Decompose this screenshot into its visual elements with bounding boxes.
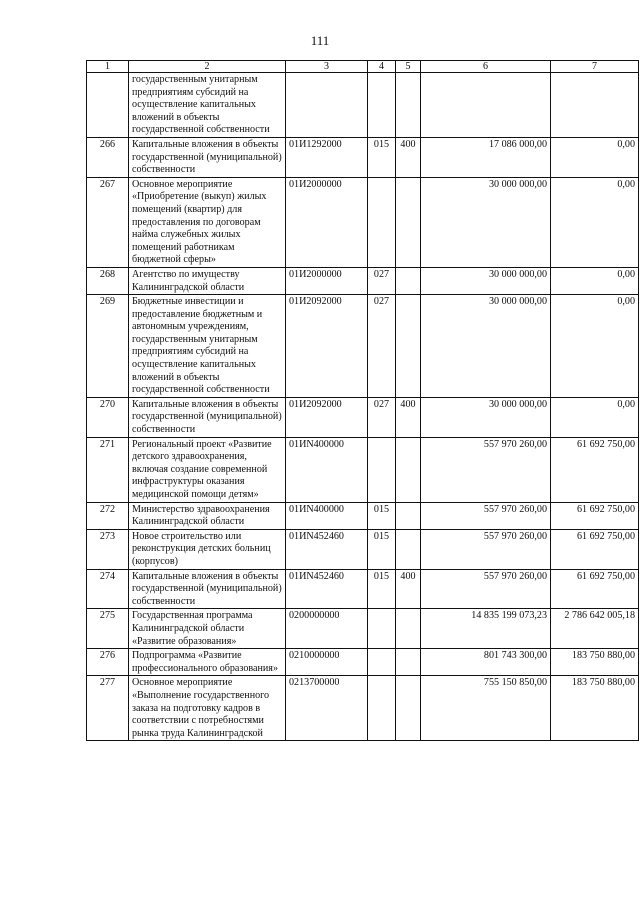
table-row — [87, 649, 639, 676]
row-expense-type: 400 — [396, 137, 421, 177]
row-name: Агентство по имуществу Калининградской области — [129, 267, 286, 294]
row-number: 272 — [87, 502, 129, 529]
row-expense-type — [396, 649, 421, 676]
continuation-row — [87, 73, 639, 138]
row-number: 270 — [87, 397, 129, 437]
row-number: 267 — [87, 177, 129, 267]
row-ministry-code: 027 — [368, 295, 396, 398]
row-code: 01И2000000 — [286, 177, 368, 267]
row-amount-second: 0,00 — [551, 397, 639, 437]
row-name: Новое строительство или реконструкция детских больниц (корпусов) — [129, 529, 286, 569]
row-amount-second: 0,00 — [551, 267, 639, 294]
continuation-num — [87, 73, 129, 138]
continuation-code — [286, 73, 368, 138]
row-code: 01ИN400000 — [286, 502, 368, 529]
row-expense-type — [396, 177, 421, 267]
row-expense-type — [396, 529, 421, 569]
row-amount-second: 61 692 750,00 — [551, 502, 639, 529]
table-body — [87, 73, 639, 741]
row-number: 274 — [87, 569, 129, 609]
row-name: Подпрограмма «Развитие профессионального образования» — [129, 649, 286, 676]
row-expense-type — [396, 267, 421, 294]
row-code: 0213700000 — [286, 676, 368, 741]
row-number: 269 — [87, 295, 129, 398]
row-code: 0210000000 — [286, 649, 368, 676]
row-ministry-code: 027 — [368, 267, 396, 294]
row-code: 01И1292000 — [286, 137, 368, 177]
row-code: 01ИN400000 — [286, 437, 368, 502]
row-amount: 557 970 260,00 — [421, 437, 551, 502]
row-amount: 30 000 000,00 — [421, 267, 551, 294]
row-expense-type — [396, 437, 421, 502]
row-name: Государственная программа Калининградской области «Развитие образования» — [129, 609, 286, 649]
header-col-1: 1 — [87, 61, 129, 73]
row-expense-type: 400 — [396, 569, 421, 609]
row-name: Капитальные вложения в объекты государственной (муниципальной) собственности — [129, 397, 286, 437]
row-amount-second: 0,00 — [551, 137, 639, 177]
row-number: 266 — [87, 137, 129, 177]
continuation-amount — [421, 73, 551, 138]
row-ministry-code — [368, 676, 396, 741]
table-header — [87, 61, 639, 73]
header-col-7: 7 — [551, 61, 639, 73]
table-row — [87, 137, 639, 177]
header-row — [87, 61, 639, 73]
table-row — [87, 609, 639, 649]
row-expense-type — [396, 502, 421, 529]
row-amount-second: 0,00 — [551, 295, 639, 398]
row-ministry-code — [368, 177, 396, 267]
row-name: Основное мероприятие «Выполнение государственного заказа на подготовку кадров в соответствии с потребностями рынка труда Калининградской — [129, 676, 286, 741]
table-row — [87, 437, 639, 502]
header-col-5: 5 — [396, 61, 421, 73]
header-col-3: 3 — [286, 61, 368, 73]
continuation-ministry — [368, 73, 396, 138]
row-ministry-code — [368, 437, 396, 502]
row-amount: 557 970 260,00 — [421, 529, 551, 569]
row-expense-type — [396, 295, 421, 398]
row-ministry-code: 015 — [368, 569, 396, 609]
row-name: Капитальные вложения в объекты государственной (муниципальной) собственности — [129, 137, 286, 177]
table-row — [87, 569, 639, 609]
row-expense-type — [396, 609, 421, 649]
row-amount: 557 970 260,00 — [421, 502, 551, 529]
row-amount-second: 61 692 750,00 — [551, 529, 639, 569]
table-row — [87, 676, 639, 741]
row-name: Основное мероприятие «Приобретение (выкуп) жилых помещений (квартир) для предоставления по договорам найма служебных жилых помещений работникам бюджетной сферы» — [129, 177, 286, 267]
row-code: 01И2092000 — [286, 295, 368, 398]
row-amount: 17 086 000,00 — [421, 137, 551, 177]
row-code: 0200000000 — [286, 609, 368, 649]
row-number: 268 — [87, 267, 129, 294]
row-ministry-code: 015 — [368, 137, 396, 177]
row-code: 01ИN452460 — [286, 569, 368, 609]
row-name: Капитальные вложения в объекты государственной (муниципальной) собственности — [129, 569, 286, 609]
table-row — [87, 397, 639, 437]
table-row — [87, 267, 639, 294]
continuation-type — [396, 73, 421, 138]
row-amount: 755 150 850,00 — [421, 676, 551, 741]
row-code: 01ИN452460 — [286, 529, 368, 569]
row-number: 276 — [87, 649, 129, 676]
budget-table — [86, 60, 639, 741]
row-number: 275 — [87, 609, 129, 649]
row-amount-second: 183 750 880,00 — [551, 649, 639, 676]
table-row — [87, 295, 639, 398]
header-col-2: 2 — [129, 61, 286, 73]
row-amount-second: 0,00 — [551, 177, 639, 267]
row-amount: 557 970 260,00 — [421, 569, 551, 609]
row-amount: 30 000 000,00 — [421, 177, 551, 267]
row-number: 277 — [87, 676, 129, 741]
row-name: Министерство здравоохранения Калининградской области — [129, 502, 286, 529]
row-ministry-code: 015 — [368, 529, 396, 569]
row-ministry-code — [368, 649, 396, 676]
continuation-amount2 — [551, 73, 639, 138]
table-row — [87, 529, 639, 569]
row-amount-second: 2 786 642 005,18 — [551, 609, 639, 649]
row-ministry-code — [368, 609, 396, 649]
row-amount: 14 835 199 073,23 — [421, 609, 551, 649]
row-amount-second: 183 750 880,00 — [551, 676, 639, 741]
row-code: 01И2092000 — [286, 397, 368, 437]
row-expense-type — [396, 676, 421, 741]
row-code: 01И2000000 — [286, 267, 368, 294]
row-ministry-code: 015 — [368, 502, 396, 529]
row-expense-type: 400 — [396, 397, 421, 437]
row-ministry-code: 027 — [368, 397, 396, 437]
table-row — [87, 177, 639, 267]
header-col-4: 4 — [368, 61, 396, 73]
row-name: Региональный проект «Развитие детского здравоохранения, включая создание современной инфраструктуры оказания медицинской помощи детям» — [129, 437, 286, 502]
page-number: 111 — [310, 33, 330, 48]
continuation-text: государственным унитарным предприятиям субсидий на осуществление капитальных вложений в объекты государственной собственности — [129, 73, 286, 138]
row-amount: 30 000 000,00 — [421, 295, 551, 398]
row-amount-second: 61 692 750,00 — [551, 569, 639, 609]
row-amount-second: 61 692 750,00 — [551, 437, 639, 502]
row-amount: 801 743 300,00 — [421, 649, 551, 676]
row-number: 271 — [87, 437, 129, 502]
table-row — [87, 502, 639, 529]
row-amount: 30 000 000,00 — [421, 397, 551, 437]
row-name: Бюджетные инвестиции и предоставление бюджетным и автономным учреждениям, государственным унитарным предприятиям субсидий на осуществление капитальных вложений в объекты государственной собственности — [129, 295, 286, 398]
header-col-6: 6 — [421, 61, 551, 73]
row-number: 273 — [87, 529, 129, 569]
